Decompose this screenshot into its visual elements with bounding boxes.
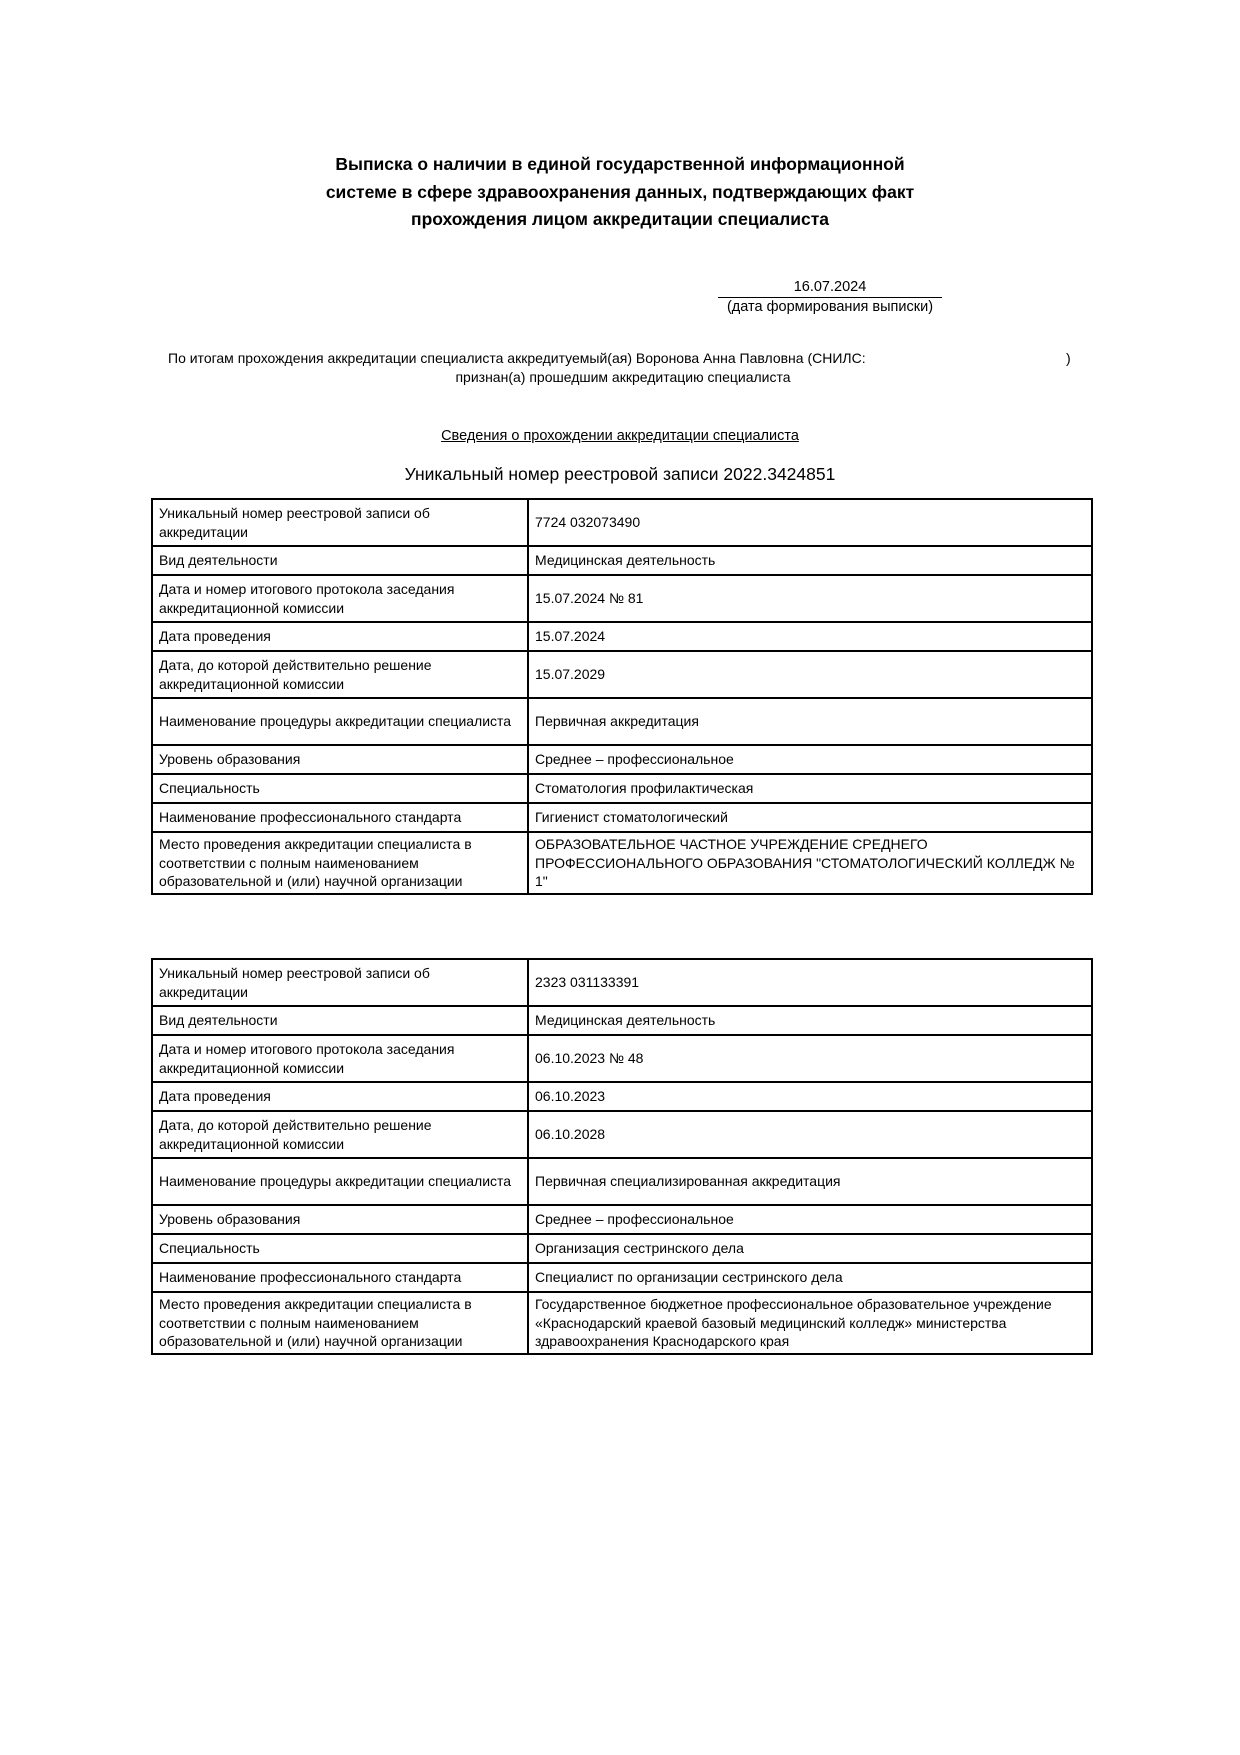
- table-row: [152, 1035, 1092, 1082]
- label-place: Место проведения аккредитации специалиста в соответствии с полным наименованием образовательной и (или) научной организации: [152, 1292, 528, 1354]
- table-row: [152, 546, 1092, 575]
- label-protocol: Дата и номер итогового протокола заседания аккредитационной комиссии: [152, 575, 528, 622]
- title-line-1: Выписка о наличии в единой государственной информационной: [335, 154, 905, 174]
- value-procedure: Первичная аккредитация: [528, 698, 1092, 745]
- table-row: [152, 1111, 1092, 1158]
- value-specialty: Организация сестринского дела: [528, 1234, 1092, 1263]
- generation-date: 16.07.2024: [718, 278, 942, 298]
- label-valid-until: Дата, до которой действительно решение аккредитационной комиссии: [152, 651, 528, 698]
- table-row: [152, 575, 1092, 622]
- section-title: Сведения о прохождении аккредитации специалиста: [441, 428, 799, 444]
- label-valid-until: Дата, до которой действительно решение аккредитационной комиссии: [152, 1111, 528, 1158]
- label-protocol: Дата и номер итогового протокола заседания аккредитационной комиссии: [152, 1035, 528, 1082]
- label-activity: Вид деятельности: [152, 546, 528, 575]
- table-row: [152, 651, 1092, 698]
- label-record-number: Уникальный номер реестровой записи об аккредитации: [152, 499, 528, 546]
- value-education: Среднее – профессиональное: [528, 1205, 1092, 1234]
- value-activity: Медицинская деятельность: [528, 546, 1092, 575]
- intro-line-2: признан(а) прошедшим аккредитацию специалиста: [455, 369, 791, 385]
- accreditation-table-2: [151, 958, 1093, 1355]
- intro-paragraph: [168, 349, 1078, 387]
- table-row: [152, 622, 1092, 651]
- value-place: ОБРАЗОВАТЕЛЬНОЕ ЧАСТНОЕ УЧРЕЖДЕНИЕ СРЕДНЕГО ПРОФЕССИОНАЛЬНОГО ОБРАЗОВАНИЯ "СТОМАТОЛОГИЧЕСКИЙ КОЛЛЕДЖ № 1": [528, 832, 1092, 894]
- table-row: [152, 1082, 1092, 1111]
- label-held-date: Дата проведения: [152, 1082, 528, 1111]
- table-row: [152, 1205, 1092, 1234]
- table-row: [152, 1292, 1092, 1354]
- title-line-2: системе в сфере здравоохранения данных, подтверждающих факт: [325, 181, 915, 202]
- table-row: [152, 1234, 1092, 1263]
- label-record-number: Уникальный номер реестровой записи об аккредитации: [152, 959, 528, 1006]
- value-valid-until: 06.10.2028: [528, 1111, 1092, 1158]
- generation-date-caption: (дата формирования выписки): [726, 299, 934, 315]
- value-specialty: Стоматология профилактическая: [528, 774, 1092, 803]
- value-place: Государственное бюджетное профессиональное образовательное учреждение «Краснодарский краевой базовый медицинский колледж» министерства здравоохранения Краснодарского края: [528, 1292, 1092, 1354]
- table-row: [152, 803, 1092, 832]
- label-activity: Вид деятельности: [152, 1006, 528, 1035]
- value-valid-until: 15.07.2029: [528, 651, 1092, 698]
- label-procedure: Наименование процедуры аккредитации специалиста: [152, 698, 528, 745]
- label-place: Место проведения аккредитации специалиста в соответствии с полным наименованием образовательной и (или) научной организации: [152, 832, 528, 894]
- table-row: [152, 745, 1092, 774]
- label-standard: Наименование профессионального стандарта: [152, 803, 528, 832]
- value-protocol: 15.07.2024 № 81: [528, 575, 1092, 622]
- table-row: [152, 1158, 1092, 1205]
- label-held-date: Дата проведения: [152, 622, 528, 651]
- value-record-number: 2323 031133391: [528, 959, 1092, 1006]
- table-row: [152, 959, 1092, 1006]
- value-protocol: 06.10.2023 № 48: [528, 1035, 1092, 1082]
- table-row: [152, 1263, 1092, 1292]
- table-row: [152, 499, 1092, 546]
- label-procedure: Наименование процедуры аккредитации специалиста: [152, 1158, 528, 1205]
- label-education: Уровень образования: [152, 1205, 528, 1234]
- registry-record-title: Уникальный номер реестровой записи 2022.3424851: [404, 464, 836, 484]
- table-row: [152, 774, 1092, 803]
- table-row: [152, 698, 1092, 745]
- value-record-number: 7724 032073490: [528, 499, 1092, 546]
- title-line-3: прохождения лицом аккредитации специалиста: [411, 209, 829, 229]
- table-row: [152, 1006, 1092, 1035]
- value-standard: Гигиенист стоматологический: [528, 803, 1092, 832]
- value-held-date: 06.10.2023: [528, 1082, 1092, 1111]
- value-held-date: 15.07.2024: [528, 622, 1092, 651]
- label-education: Уровень образования: [152, 745, 528, 774]
- intro-paren-close: ): [1066, 350, 1071, 366]
- table-row: [152, 832, 1092, 894]
- intro-line-1: [168, 349, 1078, 368]
- label-specialty: Специальность: [152, 1234, 528, 1263]
- value-activity: Медицинская деятельность: [528, 1006, 1092, 1035]
- value-education: Среднее – профессиональное: [528, 745, 1092, 774]
- label-specialty: Специальность: [152, 774, 528, 803]
- label-standard: Наименование профессионального стандарта: [152, 1263, 528, 1292]
- value-procedure: Первичная специализированная аккредитация: [528, 1158, 1092, 1205]
- accreditation-table-1: [151, 498, 1093, 895]
- date-block: [718, 278, 942, 317]
- intro-line-1-text: По итогам прохождения аккредитации специалиста аккредитуемый(ая) Воронова Анна Павловна (СНИЛС:: [168, 350, 866, 366]
- document-title: [230, 151, 1010, 234]
- value-standard: Специалист по организации сестринского дела: [528, 1263, 1092, 1292]
